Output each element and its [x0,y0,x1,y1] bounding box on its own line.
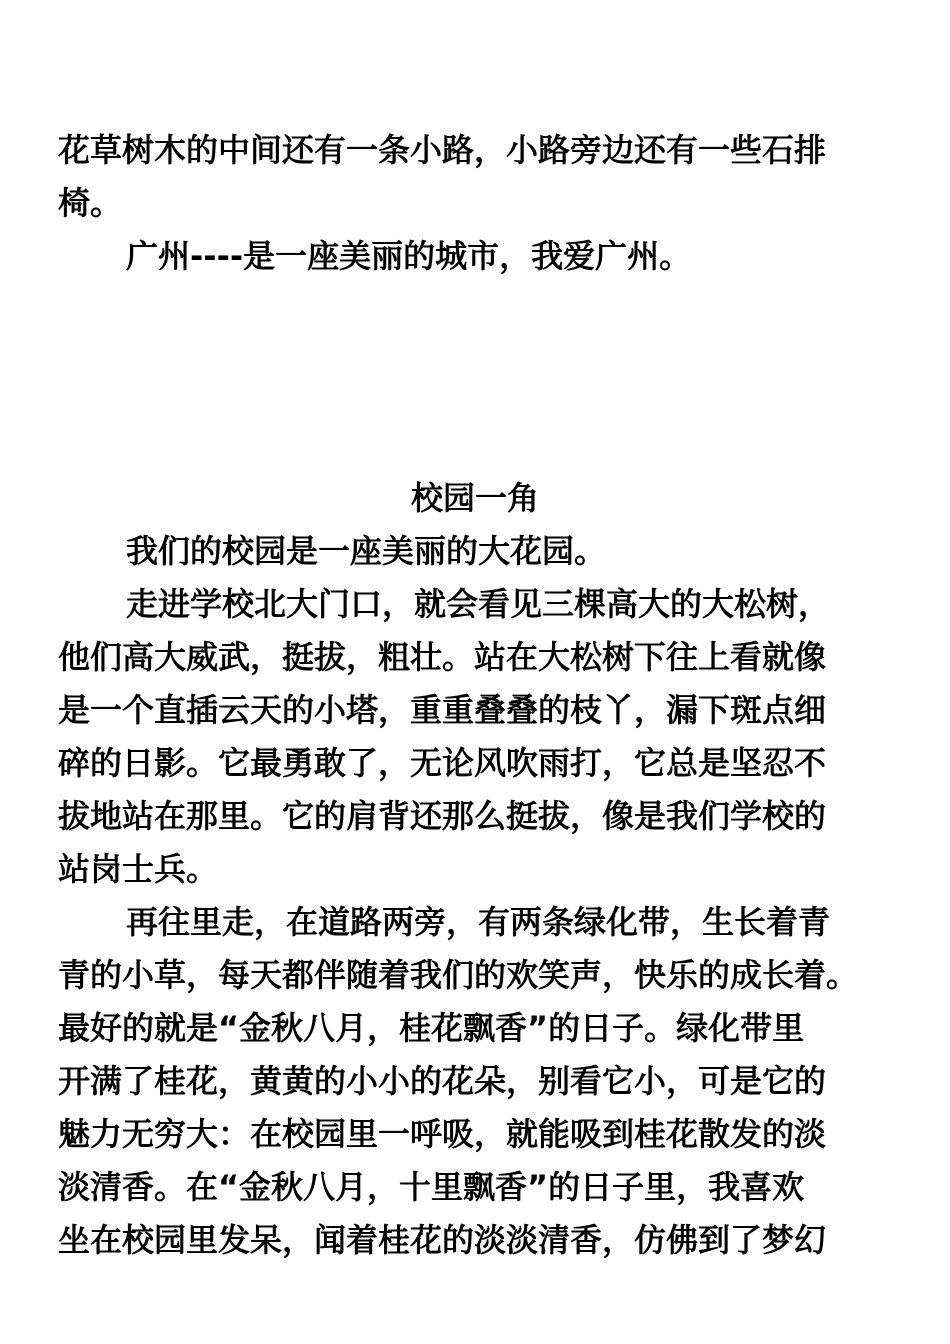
text-line: 椅。 [58,184,123,222]
paragraph-2-line: 碎的日影。它最勇敢了，无论风吹雨打，它总是坚忍不 [58,744,827,782]
paragraph-3-line: 再往里走，在道路两旁，有两条绿化带，生长着青 [126,903,831,941]
text-block-guangzhou [58,124,892,283]
paragraph-2-line: 站岗士兵。 [58,850,219,888]
paragraph-3-line: 开满了桂花，黄黄的小小的花朵，别看它小，可是它的 [58,1062,827,1100]
text-line: 花草树木的中间还有一条小路，小路旁边还有一些石排 [58,131,827,169]
section-title: 校园一角 [410,479,539,517]
text-block-campus-corner [58,472,892,1267]
paragraph-3-line: 最好的就是“金秋八月，桂花飘香”的日子。绿化带里 [58,1009,805,1047]
paragraph-2-line: 走进学校北大门口，就会看见三棵高大的大松树， [126,585,831,623]
paragraph-2-line: 拔地站在那里。它的肩背还那么挺拔，像是我们学校的 [58,797,827,835]
paragraph-3-line: 淡清香。在“金秋八月，十里飘香”的日子里，我喜欢 [58,1168,805,1206]
paragraph-3-line: 青的小草，每天都伴随着我们的欢笑声，快乐的成长着。 [58,956,859,994]
text-line: 广州----是一座美丽的城市，我爱广州。 [126,237,692,275]
paragraph-3-line: 魅力无穷大：在校园里一呼吸，就能吸到桂花散发的淡 [58,1115,827,1153]
paragraph-1-line: 我们的校园是一座美丽的大花园。 [126,532,607,570]
paragraph-3-line: 坐在校园里发呆，闻着桂花的淡淡清香，仿佛到了梦幻 [58,1221,827,1259]
paragraph-2-line: 是一个直插云天的小塔，重重叠叠的枝丫，漏下斑点细 [58,691,827,729]
paragraph-2-line: 他们高大威武，挺拔，粗壮。站在大松树下往上看就像 [58,638,827,676]
